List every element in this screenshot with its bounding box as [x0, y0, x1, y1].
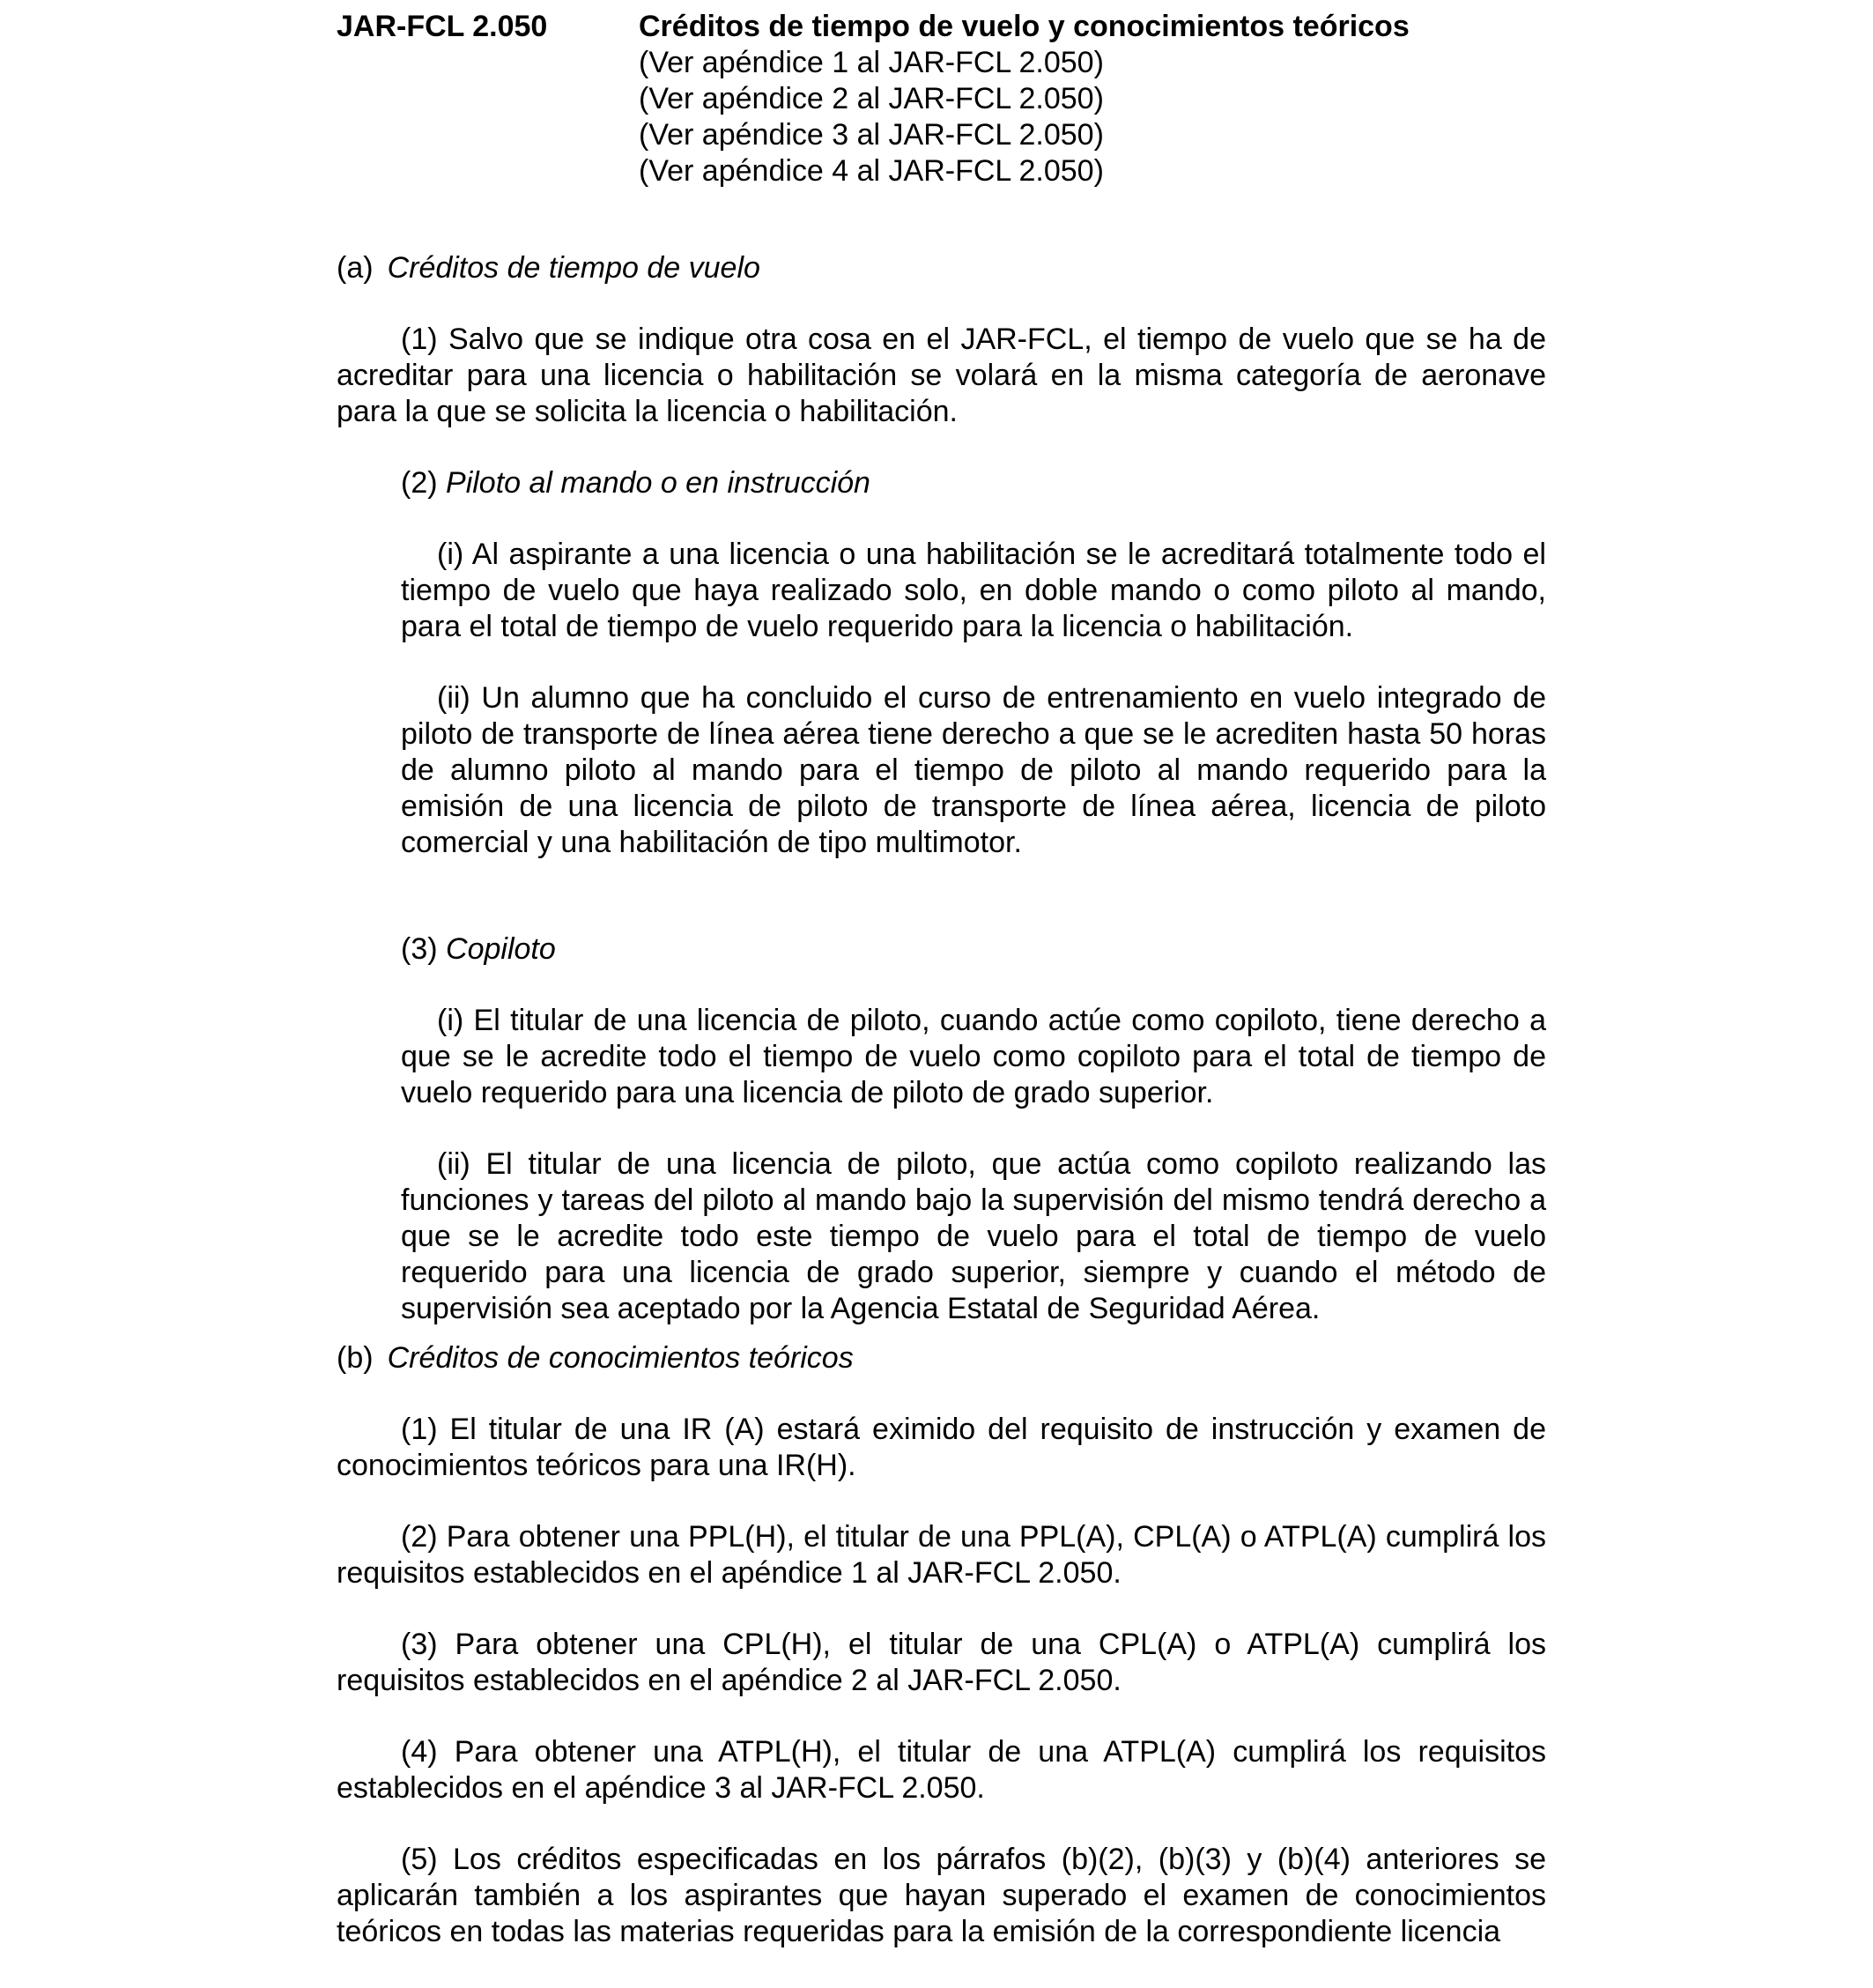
- regulation-title: Créditos de tiempo de vuelo y conocimientos teóricos: [639, 10, 1410, 43]
- section-a-3-ii: (ii) El titular de una licencia de piloto, que actúa como copiloto realizando las funciones y tareas del piloto al mando bajo la supervisión del mismo tendrá derecho a que se le acredite todo este tiempo de vuelo para el total de tiempo de vuelo requerido para una licencia de grado superior, siempre y cuando el método de supervisión sea aceptado por la Agencia Estatal de Seguridad Aérea.: [401, 1147, 1546, 1325]
- regulation-code: JAR-FCL 2.050: [337, 10, 548, 43]
- section-b-paragraph-5: (5) Los créditos especificadas en los párrafos (b)(2), (b)(3) y (b)(4) anteriores se aplicarán también a los aspirantes que hayan superado el examen de conocimientos teóricos en todas las materias requeridas para la emisión de la correspondiente licencia: [337, 1843, 1546, 1948]
- section-b-paragraph-4: (4) Para obtener una ATPL(H), el titular de una ATPL(A) cumplirá los requisitos establecidos en el apéndice 3 al JAR-FCL 2.050.: [337, 1735, 1546, 1805]
- appendix-reference-1: (Ver apéndice 1 al JAR-FCL 2.050): [639, 46, 1104, 79]
- section-a-2-i: (i) Al aspirante a una licencia o una habilitación se le acreditará totalmente todo el tiempo de vuelo que haya realizado solo, en doble mando o como piloto al mando, para el total de tiempo de vuelo requerido para la licencia o habilitación.: [401, 538, 1546, 643]
- section-a-2-number: (2): [401, 466, 438, 500]
- regulation-header: [337, 0, 1546, 189]
- section-a-heading: [337, 250, 1546, 286]
- section-b-heading: [337, 1340, 1546, 1376]
- regulation-header-body: [639, 9, 1546, 189]
- section-b-title: Créditos de conocimientos teóricos: [387, 1341, 854, 1375]
- section-a-3-title: Copiloto: [446, 932, 556, 966]
- section-a-title: Créditos de tiempo de vuelo: [387, 251, 760, 285]
- section-a-3-heading: [401, 931, 1546, 968]
- section-b-paragraph-3: (3) Para obtener una CPL(H), el titular de una CPL(A) o ATPL(A) cumplirá los requisitos establecidos en el apéndice 2 al JAR-FCL 2.050.: [337, 1628, 1546, 1697]
- section-b-letter: (b): [337, 1341, 374, 1375]
- section-a-paragraph-1: (1) Salvo que se indique otra cosa en el JAR-FCL, el tiempo de vuelo que se ha de acreditar para una licencia o habilitación se volará en la misma categoría de aeronave para la que se solicita la licencia o habilitación.: [337, 323, 1546, 428]
- section-b-paragraph-2: (2) Para obtener una PPL(H), el titular de una PPL(A), CPL(A) o ATPL(A) cumplirá los requisitos establecidos en el apéndice 1 al JAR-FCL 2.050.: [337, 1520, 1546, 1590]
- appendix-reference-2: (Ver apéndice 2 al JAR-FCL 2.050): [639, 82, 1104, 115]
- section-a-2-title: Piloto al mando o en instrucción: [446, 466, 870, 500]
- section-a-3-i: (i) El titular de una licencia de piloto, cuando actúe como copiloto, tiene derecho a que se le acredite todo el tiempo de vuelo como copiloto para el total de tiempo de vuelo requerido para una licencia de piloto de grado superior.: [401, 1004, 1546, 1109]
- section-a-2-ii: (ii) Un alumno que ha concluido el curso de entrenamiento en vuelo integrado de piloto de transporte de línea aérea tiene derecho a que se le acrediten hasta 50 horas de alumno piloto al mando para el tiempo de piloto al mando requerido para la emisión de una licencia de piloto de transporte de línea aérea, licencia de piloto comercial y una habilitación de tipo multimotor.: [401, 681, 1546, 859]
- section-a-2-heading: [401, 465, 1546, 501]
- section-b-paragraph-1: (1) El titular de una IR (A) estará eximido del requisito de instrucción y examen de conocimientos teóricos para una IR(H).: [337, 1413, 1546, 1482]
- document-page: [337, 0, 1546, 1950]
- appendix-reference-3: (Ver apéndice 3 al JAR-FCL 2.050): [639, 118, 1104, 152]
- section-a-letter: (a): [337, 251, 374, 285]
- appendix-reference-4: (Ver apéndice 4 al JAR-FCL 2.050): [639, 154, 1104, 188]
- section-a-3-number: (3): [401, 932, 438, 966]
